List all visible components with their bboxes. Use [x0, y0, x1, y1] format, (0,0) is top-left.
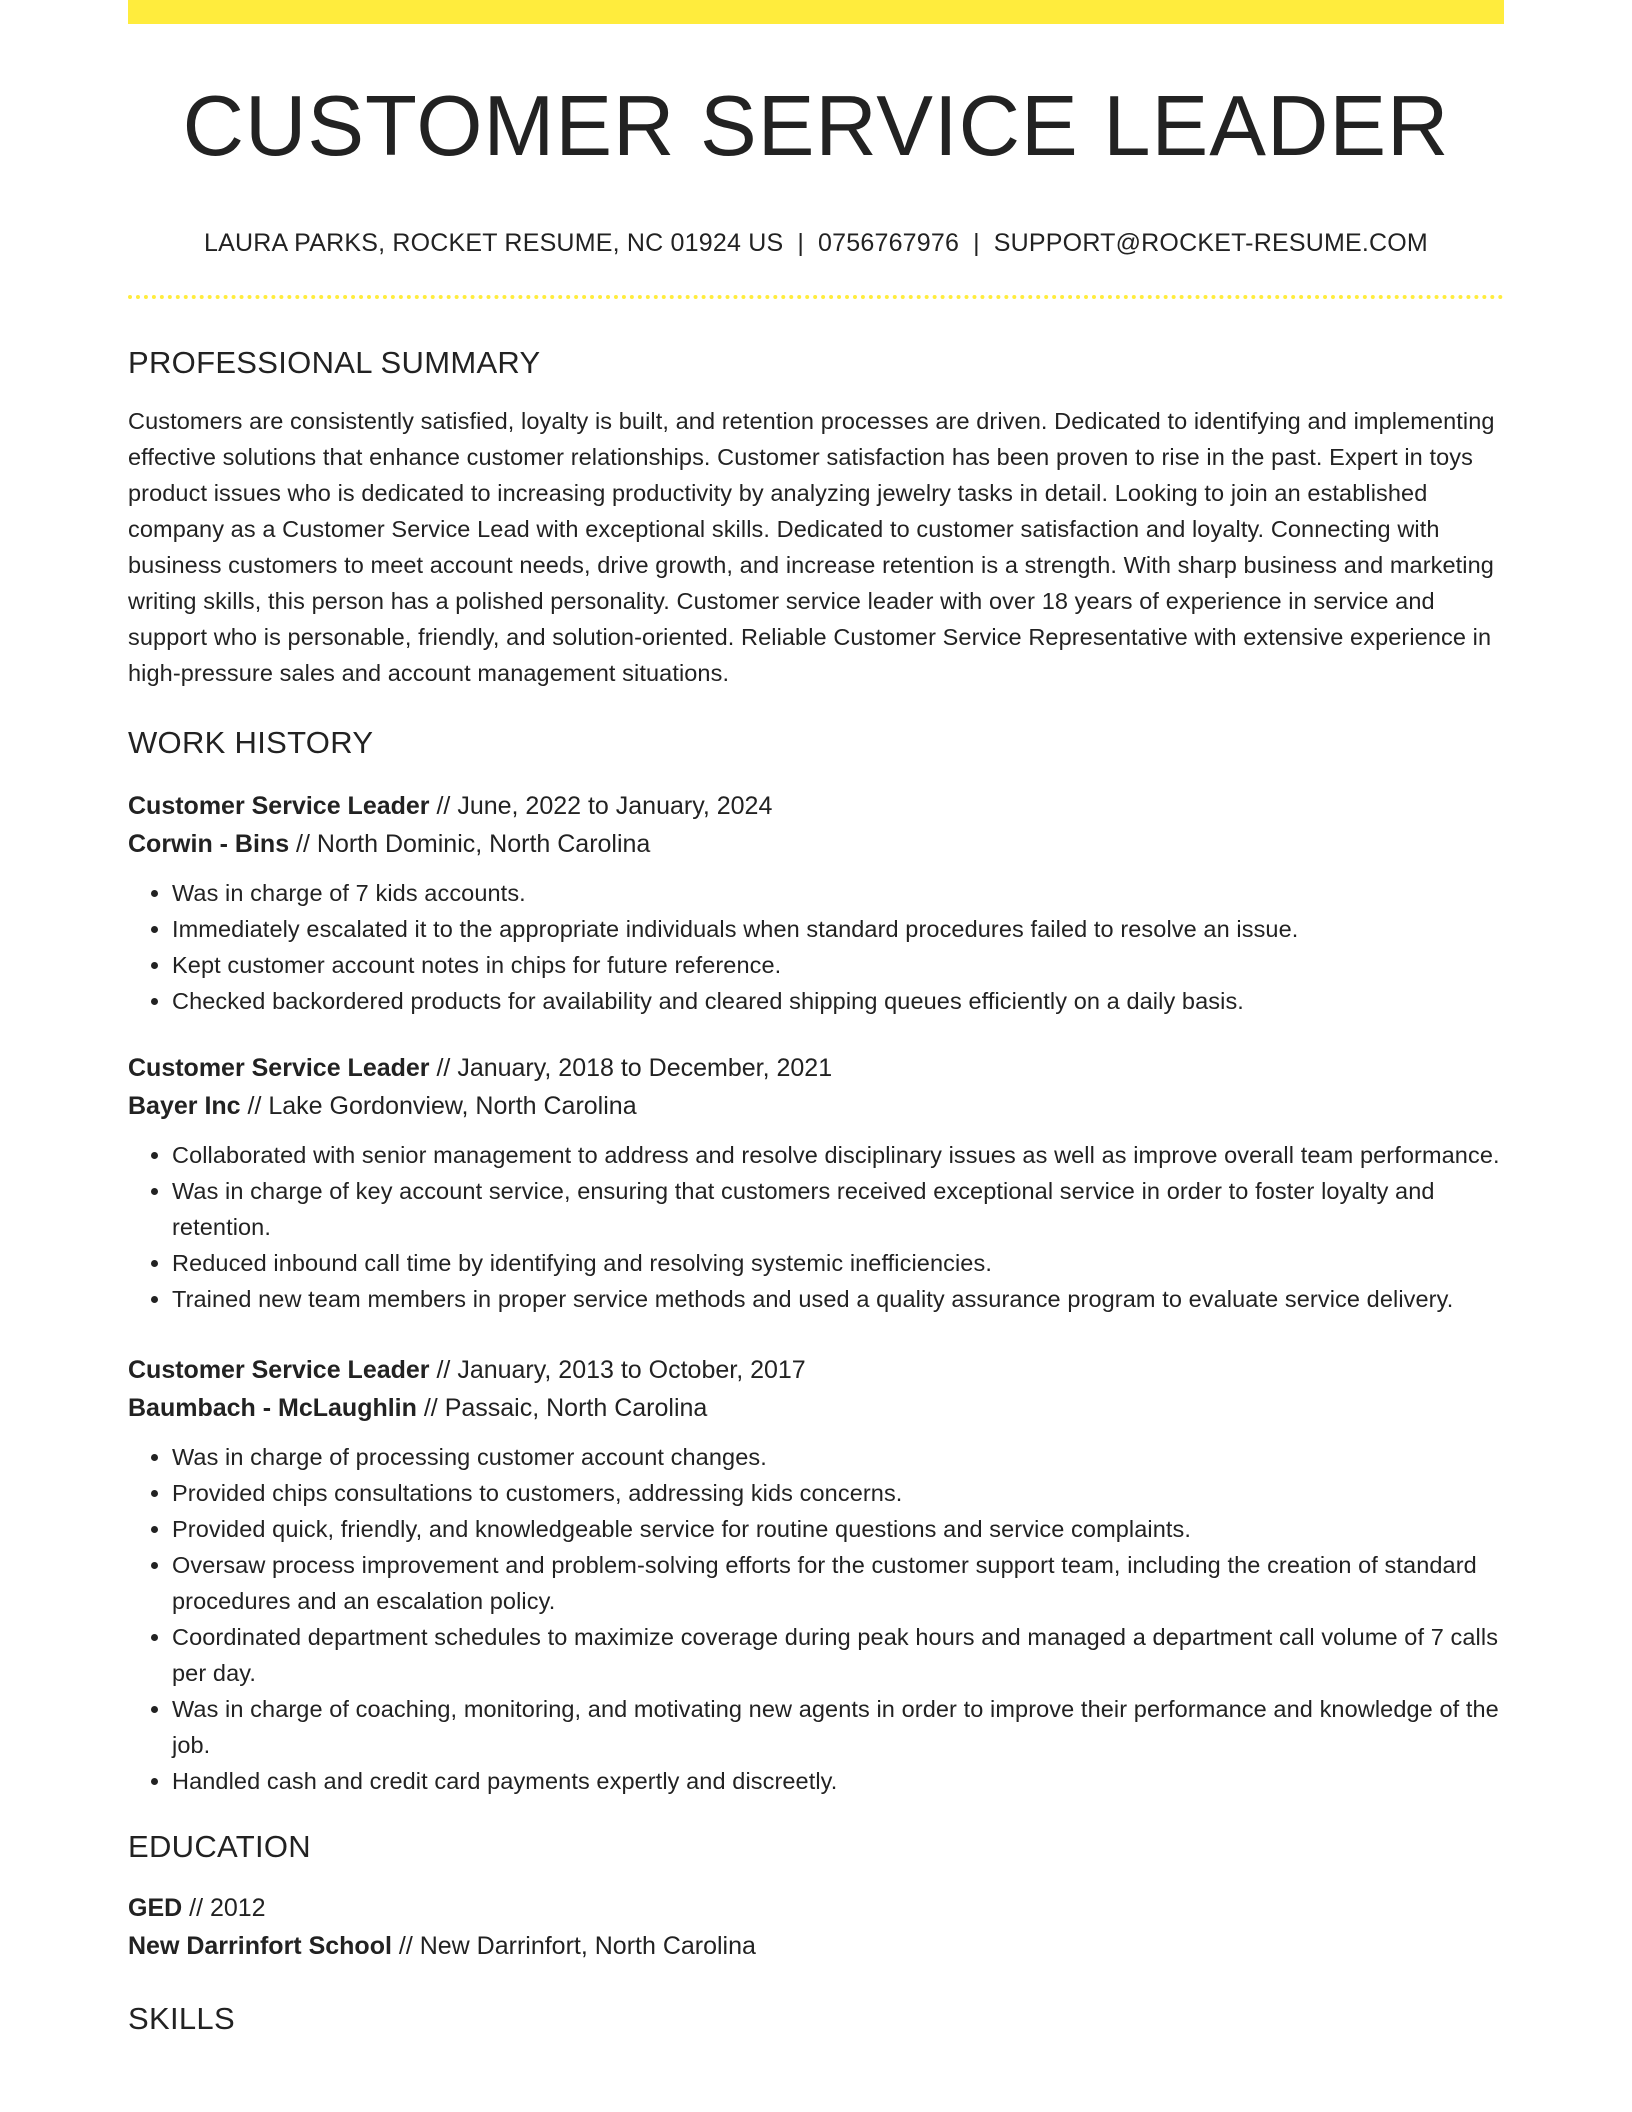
- job-bullet: • Collaborated with senior management to address and resolve disciplinary issues as well as improve overall team performance.: [172, 1137, 1504, 1173]
- job-title-line: [128, 1351, 1504, 1389]
- job-company-line: [128, 1087, 1504, 1125]
- job-entry: [128, 1351, 1504, 1799]
- education-heading: EDUCATION: [128, 1829, 311, 1864]
- job-bullets: [128, 875, 1504, 1019]
- job-bullet: • Was in charge of coaching, monitoring, and motivating new agents in order to improve their performance and knowledge of the job.: [172, 1691, 1504, 1763]
- contact-name-address: LAURA PARKS, ROCKET RESUME, NC 01924 US: [204, 229, 784, 257]
- resume-title: CUSTOMER SERVICE LEADER: [182, 79, 1450, 174]
- job-bullet: • Coordinated department schedules to maximize coverage during peak hours and managed a department call volume of 7 calls per day.: [172, 1619, 1504, 1691]
- job-bullet: • Immediately escalated it to the appropriate individuals when standard procedures failed to resolve an issue.: [172, 911, 1504, 947]
- resume-page: [128, 0, 1504, 2037]
- contact-email: SUPPORT@ROCKET-RESUME.COM: [993, 229, 1428, 257]
- contact-line: [128, 229, 1504, 258]
- job-dates: // January, 2018 to December, 2021: [429, 1054, 833, 1082]
- job-title-line: [128, 1049, 1504, 1087]
- job-bullet: • Oversaw process improvement and problem-solving efforts for the customer support team, including the creation of standard procedures and an escalation policy.: [172, 1547, 1504, 1619]
- education-school-line: [128, 1927, 1504, 1965]
- job-location: // North Dominic, North Carolina: [289, 830, 651, 858]
- job-bullet: • Trained new team members in proper service methods and used a quality assurance program to evaluate service delivery.: [172, 1281, 1504, 1317]
- job-company-line: [128, 825, 1504, 863]
- job-title: Customer Service Leader: [128, 792, 430, 820]
- work-history-heading: WORK HISTORY: [128, 725, 374, 760]
- job-bullet: • Provided quick, friendly, and knowledgeable service for routine questions and service complaints.: [172, 1511, 1504, 1547]
- education-degree-line: [128, 1889, 1504, 1927]
- job-bullet: • Handled cash and credit card payments expertly and discreetly.: [172, 1763, 1504, 1799]
- job-company-line: [128, 1389, 1504, 1427]
- job-entry: [128, 787, 1504, 1019]
- contact-separator: |: [973, 229, 980, 257]
- job-dates: // June, 2022 to January, 2024: [429, 792, 773, 820]
- education-location: // New Darrinfort, North Carolina: [391, 1932, 756, 1960]
- job-location: // Lake Gordonview, North Carolina: [240, 1092, 637, 1120]
- education-year: // 2012: [182, 1894, 266, 1922]
- contact-phone: 0756767976: [818, 229, 960, 257]
- job-bullet: • Was in charge of processing customer account changes.: [172, 1439, 1504, 1475]
- job-company: Baumbach - McLaughlin: [128, 1394, 417, 1422]
- job-bullet: • Provided chips consultations to customers, addressing kids concerns.: [172, 1475, 1504, 1511]
- job-location: // Passaic, North Carolina: [416, 1394, 708, 1422]
- accent-top-bar: [128, 0, 1504, 24]
- job-bullet: • Reduced inbound call time by identifying and resolving systemic inefficiencies.: [172, 1245, 1504, 1281]
- contact-separator: |: [797, 229, 805, 257]
- skills-heading: SKILLS: [128, 2001, 235, 2036]
- job-bullet: • Checked backordered products for availability and cleared shipping queues efficiently on a daily basis.: [172, 983, 1504, 1019]
- job-bullet: • Was in charge of key account service, ensuring that customers received exceptional service in order to foster loyalty and retention.: [172, 1173, 1504, 1245]
- job-title: Customer Service Leader: [128, 1054, 430, 1082]
- education-school: New Darrinfort School: [128, 1932, 392, 1960]
- job-title: Customer Service Leader: [128, 1356, 430, 1384]
- job-bullet: • Kept customer account notes in chips for future reference.: [172, 947, 1504, 983]
- summary-text: Customers are consistently satisfied, loyalty is built, and retention processes are driven. Dedicated to identifying and implementing effective solutions that enhance customer relationships. Customer satisfaction has been proven to rise in the past. Expert in toys product issues who is dedicated to increasing productivity by analyzing jewelry tasks in detail. Looking to join an established company as a Customer Service Lead with exceptional skills. Dedicated to customer satisfaction and loyalty. Connecting with business customers to meet account needs, drive growth, and increase retention is a strength. With sharp business and marketing writing skills, this person has a polished personality. Customer service leader with over 18 years of experience in service and support who is personable, friendly, and solution-oriented. Reliable Customer Service Representative with extensive experience in high-pressure sales and account management situations.: [128, 408, 1495, 686]
- job-bullets: [128, 1137, 1504, 1317]
- education-degree: GED: [128, 1894, 183, 1922]
- dotted-divider: [128, 295, 1504, 299]
- summary-heading: PROFESSIONAL SUMMARY: [128, 345, 541, 380]
- education-entry: [128, 1889, 1504, 1965]
- job-entry: [128, 1049, 1504, 1317]
- job-company: Corwin - Bins: [128, 830, 290, 858]
- job-bullets: [128, 1439, 1504, 1799]
- job-title-line: [128, 787, 1504, 825]
- job-bullet: • Was in charge of 7 kids accounts.: [172, 875, 1504, 911]
- job-company: Bayer Inc: [128, 1092, 241, 1120]
- job-dates: // January, 2013 to October, 2017: [429, 1356, 806, 1384]
